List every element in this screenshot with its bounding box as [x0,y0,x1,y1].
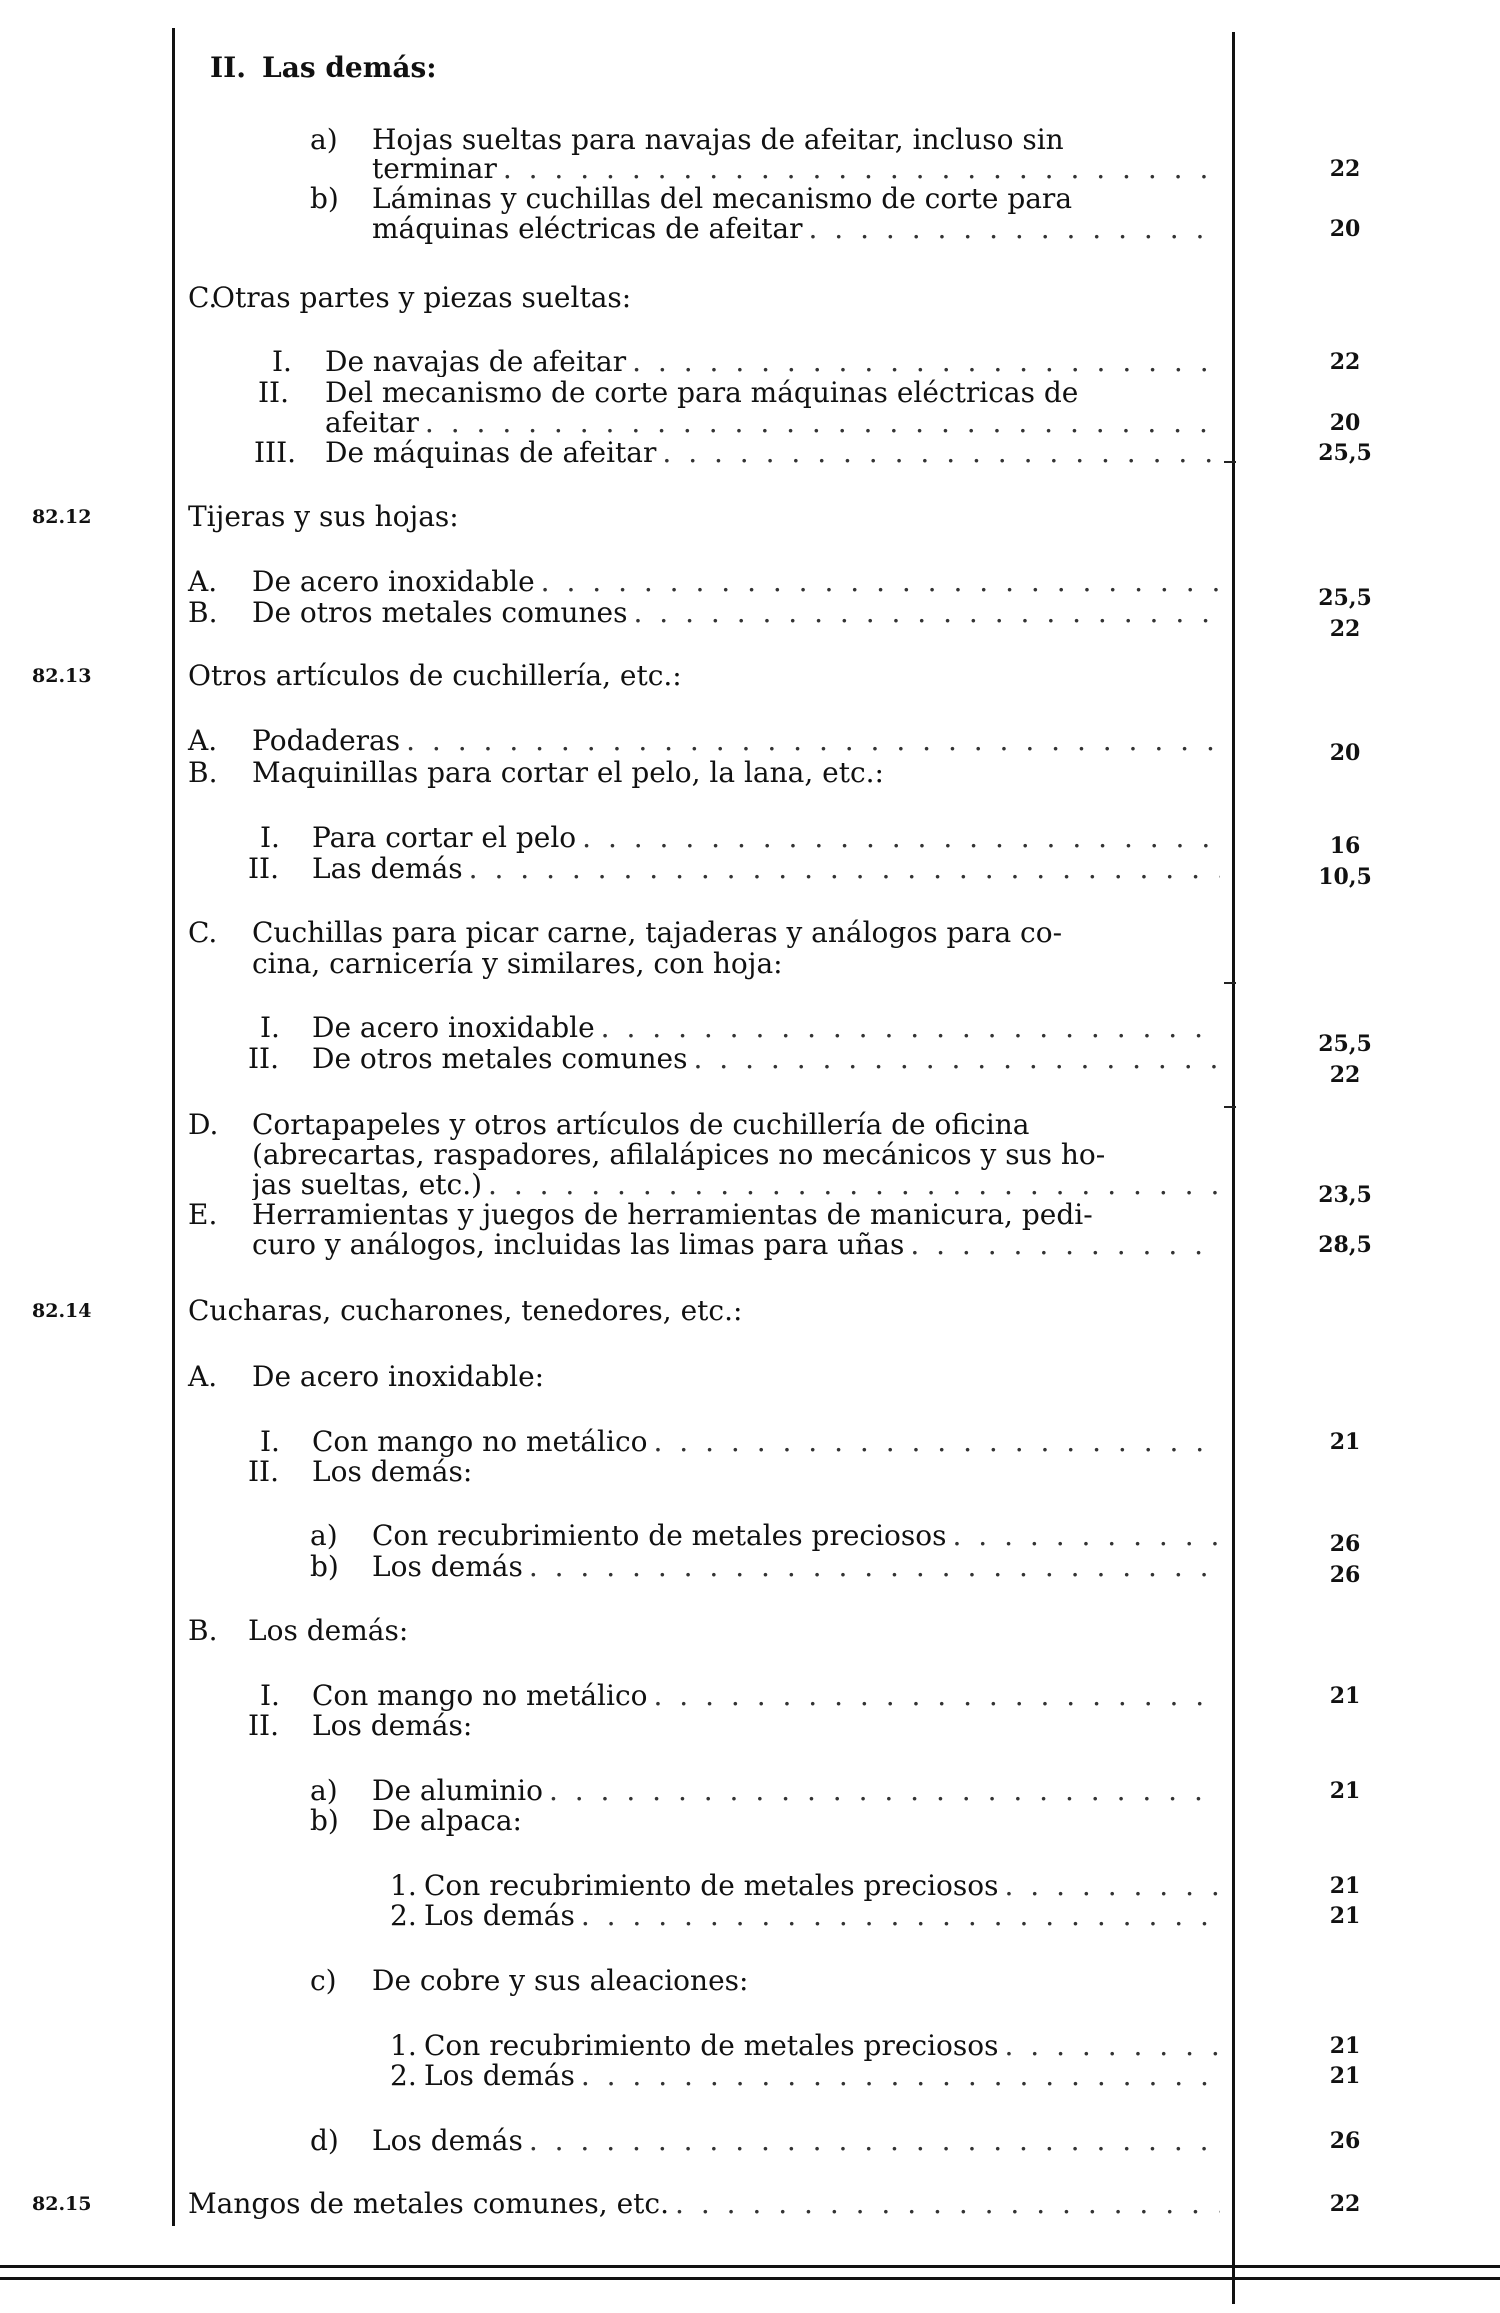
entry-text [252,1170,1220,1200]
entry-text: Los demás: [248,1614,409,1647]
duty-rate: 20 [1329,216,1361,242]
entry-text: De acero inoxidable: [252,1360,545,1393]
entry-text: cina, carnicería y similares, con hoja: [252,947,783,980]
entry-row [0,1110,1500,1140]
entry-label: A. [188,1360,218,1393]
duty-rate: 25,5 [1318,1031,1372,1057]
entry-text [312,1427,1220,1457]
entry-text-value: Mangos de metales comunes, etc. [188,2189,670,2219]
entry-text: Cuchillas para picar carne, tajaderas y análogos para co- [252,916,1063,949]
entry-text: Del mecanismo de corte para máquinas eléctricas de [325,376,1079,409]
entry-row [0,1711,1500,1741]
entry-label: E. [188,1198,218,1231]
duty-rate: 21 [1329,1903,1361,1929]
entry-row [0,1200,1500,1230]
entry-label: I. [260,1425,280,1458]
dot-leader [425,408,1220,438]
entry-label: II. [210,51,246,84]
entry-row [0,1457,1500,1487]
entry-row [0,1042,1500,1088]
entry-text-value: Podaderas [252,726,401,756]
dot-leader [653,1427,1220,1457]
entry-text-value: afeitar [325,408,419,438]
duty-rate: 21 [1329,2033,1361,2059]
entry-row [0,1550,1500,1588]
entry-text [424,2031,1220,2061]
entry-label: c) [310,1964,337,1997]
rule-tick [1224,1106,1236,1108]
entry-row [0,565,1500,611]
duty-rate: 21 [1329,2063,1361,2089]
entry-row [0,596,1500,642]
duty-rate: 23,5 [1318,1182,1372,1208]
duty-rate: 25,5 [1318,585,1372,611]
entry-text-value: De acero inoxidable [252,567,535,597]
entry-row [0,1681,1500,1711]
entry-label: C. [188,916,218,949]
entry-text-value: jas sueltas, etc.) [252,1170,483,1200]
entry-row [0,2061,1500,2091]
duty-rate: 26 [1329,1562,1361,1588]
entry-label: d) [310,2124,339,2157]
entry-text: Tijeras y sus hojas: [188,500,459,533]
entry-row [0,53,1500,83]
entry-text-value: De otros metales comunes [312,1044,688,1074]
entry-text: Las demás: [262,51,437,84]
entry-text [252,567,1220,597]
entry-label: II. [248,1455,280,1488]
entry-row [0,1871,1500,1901]
entry-label: a) [310,1774,338,1807]
entry-row [0,821,1500,859]
entry-text [372,1776,1220,1806]
entry-row [0,214,1500,244]
dot-leader [581,1901,1220,1931]
entry-text: Cucharas, cucharones, tenedores, etc.: [188,1294,743,1327]
dot-leader [601,1013,1220,1043]
entry-row [0,1140,1500,1170]
dot-leader [503,154,1220,184]
entry-text-value: Con recubrimiento de metales preciosos [424,2031,999,2061]
entry-label: A. [188,565,218,598]
entry-row [0,1230,1500,1260]
entry-text-value: Las demás [312,854,463,884]
duty-rate: 21 [1329,1873,1361,1899]
entry-text [325,408,1220,438]
entry-row [0,1776,1500,1806]
entry-text [312,1013,1220,1043]
entry-text [325,347,1220,377]
entry-row [0,347,1500,377]
footer-rule [0,2265,1500,2268]
duty-rate: 21 [1329,1683,1361,1709]
dot-leader [910,1230,1220,1260]
entry-label: 1. [390,2029,417,2062]
entry-label: b) [310,1550,339,1583]
entry-label: II. [248,1042,280,1075]
heading-code: 82.12 [32,506,92,528]
entry-text: De alpaca: [372,1804,522,1837]
entry-row [0,1966,1500,1996]
dot-leader [406,726,1220,756]
duty-rate: 28,5 [1318,1232,1372,1258]
dot-leader [488,1170,1220,1200]
entry-text: (abrecartas, raspadores, afilalápices no mecánicos y sus ho- [252,1138,1106,1171]
entry-text-value: De otros metales comunes [252,598,628,628]
entry-text [252,1230,1220,1260]
entry-label: B. [188,596,218,629]
duty-rate: 22 [1329,616,1361,642]
entry-text: Otros artículos de cuchillería, etc.: [188,659,682,692]
entry-label: I. [260,1679,280,1712]
dot-leader [808,214,1220,244]
duty-rate: 22 [1329,1062,1361,1088]
entry-row [0,949,1500,979]
entry-label: 2. [390,2059,417,2092]
footer-rule [0,2277,1500,2280]
entry-text [252,598,1220,628]
duty-rate: 26 [1329,2128,1361,2154]
entry-text [372,154,1220,184]
entry-text-value: curo y análogos, incluidas las limas para uñas [252,1230,905,1260]
entry-text [424,1901,1220,1931]
entry-row [0,408,1500,438]
entry-text: Cortapapeles y otros artículos de cuchillería de oficina [252,1108,1030,1141]
entry-row [0,1901,1500,1931]
heading-code: 82.14 [32,1300,92,1322]
dot-leader [1005,2031,1221,2061]
entry-row [0,125,1500,155]
entry-text: Los demás: [312,1455,473,1488]
entry-label: B. [188,756,218,789]
entry-text-value: De acero inoxidable [312,1013,595,1043]
entry-text [372,1552,1220,1582]
entry-row [0,154,1500,184]
entry-row [0,1616,1500,1646]
entry-text [312,854,1220,884]
entry-label: B. [188,1614,218,1647]
dot-leader [541,567,1220,597]
dot-leader [953,1521,1221,1551]
duty-rate: 10,5 [1318,864,1372,890]
entry-text-value: De aluminio [372,1776,543,1806]
entry-text-value: De navajas de afeitar [325,347,627,377]
entry-text-value: De máquinas de afeitar [325,438,657,468]
duty-rate: 21 [1329,1429,1361,1455]
entry-text: De cobre y sus aleaciones: [372,1964,749,1997]
entry-row [0,758,1500,788]
duty-rate: 20 [1329,410,1361,436]
dot-leader [632,347,1220,377]
entry-row [0,918,1500,948]
dot-leader [549,1776,1220,1806]
entry-row [0,1806,1500,1836]
entry-text: Los demás: [312,1709,473,1742]
heading-row [0,661,1500,691]
dot-leader [675,2189,1220,2219]
heading-row [0,502,1500,532]
entry-text-value: Con mango no metálico [312,1427,648,1457]
entry-text-value: Con recubrimiento de metales preciosos [424,1871,999,1901]
entry-text [424,2061,1220,2091]
entry-text [312,1681,1220,1711]
entry-row [0,184,1500,214]
entry-label: C. [188,281,218,314]
heading-row [0,2189,1500,2219]
duty-rate: 22 [1329,349,1361,375]
entry-row [0,1011,1500,1057]
dot-leader [581,2061,1220,2091]
entry-label: II. [248,852,280,885]
duty-rate: 26 [1329,1531,1361,1557]
entry-row [0,283,1500,313]
entry-text [312,1044,1220,1074]
entry-label: I. [272,345,292,378]
dot-leader [694,1044,1221,1074]
duty-rate: 20 [1329,740,1361,766]
entry-text-value: Los demás [424,1901,575,1931]
dot-leader [634,598,1221,628]
entry-text: Láminas y cuchillas del mecanismo de corte para [372,182,1073,215]
entry-label: 2. [390,1899,417,1932]
entry-text [312,823,1220,853]
entry-text [372,1521,1220,1551]
entry-row [0,852,1500,890]
dot-leader [662,438,1220,468]
entry-text-value: Con mango no metálico [312,1681,648,1711]
dot-leader [529,2126,1220,2156]
entry-text [188,2189,1220,2219]
entry-text-value: Los demás [372,1552,523,1582]
entry-row [0,1519,1500,1557]
entry-label: II. [248,1709,280,1742]
entry-text [252,726,1220,756]
entry-text-value: máquinas eléctricas de afeitar [372,214,803,244]
entry-label: b) [310,1804,339,1837]
entry-label: I. [260,1011,280,1044]
entry-label: II. [258,376,290,409]
entry-text [372,214,1220,244]
entry-row [0,1362,1500,1392]
entry-label: b) [310,182,339,215]
entry-text [424,1871,1220,1901]
heading-code: 82.13 [32,665,92,687]
entry-row [0,2031,1500,2061]
entry-text: Hojas sueltas para navajas de afeitar, incluso sin [372,123,1064,156]
entry-text: Maquinillas para cortar el pelo, la lana, etc.: [252,756,884,789]
entry-text-value: Los demás [424,2061,575,2091]
duty-rate: 16 [1329,833,1361,859]
entry-label: a) [310,123,338,156]
duty-rate: 22 [1329,2191,1361,2217]
entry-text-value: Los demás [372,2126,523,2156]
entry-label: a) [310,1519,338,1552]
entry-label: D. [188,1108,219,1141]
dot-leader [582,823,1220,853]
dot-leader [653,1681,1220,1711]
entry-row [0,724,1500,766]
entry-text-value: terminar [372,154,497,184]
entry-text: Otras partes y piezas sueltas: [212,281,632,314]
entry-text-value: Con recubrimiento de metales preciosos [372,1521,947,1551]
entry-text-value: Para cortar el pelo [312,823,577,853]
entry-label: A. [188,724,218,757]
duty-rate: 22 [1329,156,1361,182]
entry-text [325,438,1220,468]
entry-row [0,1427,1500,1457]
entry-label: III. [254,436,297,469]
dot-leader [529,1552,1220,1582]
dot-leader [1005,1871,1221,1901]
entry-label: 1. [390,1869,417,1902]
dot-leader [469,854,1220,884]
entry-row [0,1170,1500,1208]
entry-text [372,2126,1220,2156]
rule-tick [1224,982,1236,984]
entry-text: Herramientas y juegos de herramientas de manicura, pedi- [252,1198,1093,1231]
duty-rate: 21 [1329,1778,1361,1804]
duty-rate: 25,5 [1318,440,1372,466]
heading-code: 82.15 [32,2193,92,2215]
entry-row [0,2126,1500,2156]
entry-row [0,438,1500,468]
heading-row [0,1296,1500,1326]
entry-label: I. [260,821,280,854]
entry-row [0,378,1500,408]
